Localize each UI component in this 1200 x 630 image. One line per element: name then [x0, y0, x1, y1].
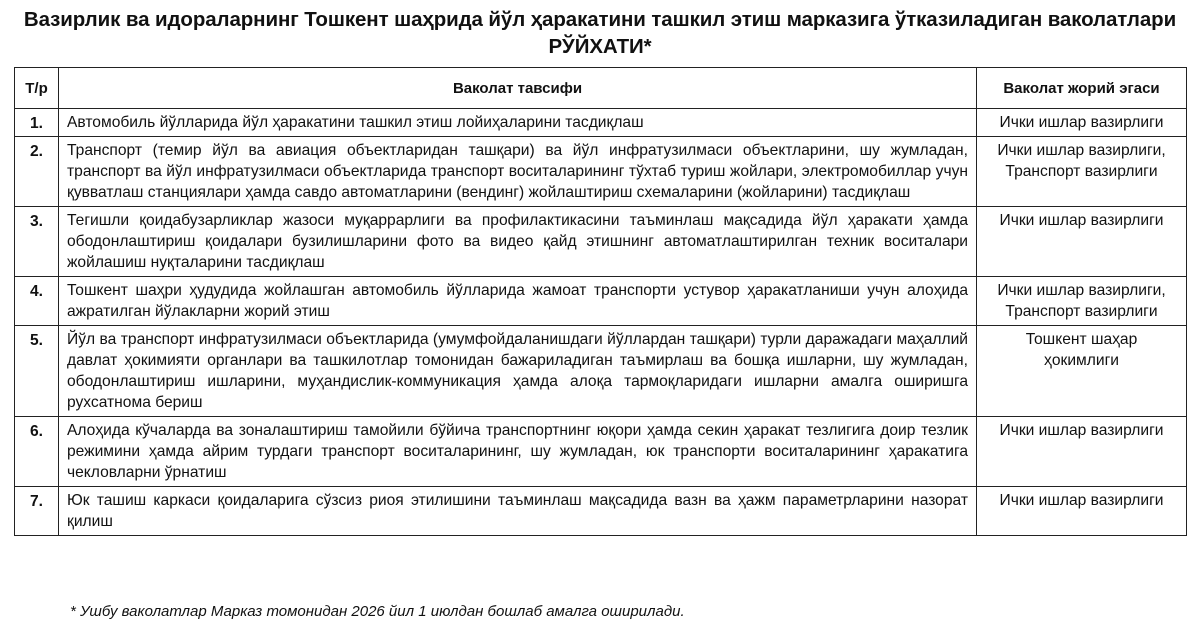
- row-owner: [977, 326, 1187, 417]
- row-description: Юк ташиш каркаси қоидаларига сўзсиз риоя этилишини таъминлаш мақсадида вазн ва ҳажм параметрларини назорат қилиш: [59, 487, 977, 536]
- row-description: Алоҳида кўчаларда ва зоналаштириш тамойили бўйича транспортнинг юқори ҳамда секин ҳаракат тезлигига доир тезлик режимини ҳамда айрим турдаги транспорт воситаларининг, шу жумладан, юк транспорти воситаларининг ҳаракатига чекловларни ўрнатиш: [59, 417, 977, 487]
- row-description: Тошкент шаҳри ҳудудида жойлашган автомобиль йўлларида жамоат транспорти устувор ҳаракатланиши учун алоҳида ажратилган йўлакларни жорий этиш: [59, 277, 977, 326]
- table-row: [15, 109, 1187, 137]
- owner-line: Ички ишлар вазирлиги: [999, 114, 1164, 131]
- table-row: [15, 207, 1187, 277]
- row-owner: [977, 137, 1187, 207]
- header-owner: Ваколат жорий эгаси: [977, 68, 1187, 109]
- row-owner: [977, 109, 1187, 137]
- row-number: 6.: [15, 417, 59, 487]
- header-description: Ваколат тавсифи: [59, 68, 977, 109]
- row-number: 5.: [15, 326, 59, 417]
- title-line-1: Вазирлик ва идораларнинг Тошкент шаҳрида йўл ҳаракатини ташкил этиш марказига ўтказиладиган ваколатлари: [23, 8, 1177, 31]
- owner-line: ҳокимлиги: [1044, 352, 1119, 369]
- table-row: [15, 487, 1187, 536]
- row-number: 7.: [15, 487, 59, 536]
- table-row: [15, 277, 1187, 326]
- owner-line: Ички ишлар вазирлиги,: [997, 142, 1166, 159]
- owner-line: Ички ишлар вазирлиги,: [997, 282, 1166, 299]
- title-line-2: РЎЙХАТИ*: [548, 35, 652, 58]
- owner-line: Ички ишлар вазирлиги: [999, 212, 1164, 229]
- row-description: Транспорт (темир йўл ва авиация объектларидан ташқари) ва йўл инфратузилмаси объектларини, шу жумладан, транспорт ва йўл инфратузилмаси объектларида транспорт воситаларининг тўхтаб туриш жойлари, электромобиллар учун қувватлаш станциялари ҳамда савдо автоматларини (вендинг) жойлаштириш схемаларини (жойларини) тасдиқлаш: [59, 137, 977, 207]
- header-num: Т/р: [15, 68, 59, 109]
- table-row: [15, 137, 1187, 207]
- row-number: 2.: [15, 137, 59, 207]
- table-row: [15, 417, 1187, 487]
- row-description: Автомобиль йўлларида йўл ҳаракатини ташкил этиш лойиҳаларини тасдиқлаш: [59, 109, 977, 137]
- table-row: [15, 326, 1187, 417]
- row-description: Тегишли қоидабузарликлар жазоси муқаррарлиги ва профилактикасини таъминлаш мақсадида йўл ҳаракати ҳамда ободонлаштириш қоидалари бузилишларини фото ва видео қайд этишнинг автоматлаштирилган техник воситалари жойлашиш нуқталарини тасдиқлаш: [59, 207, 977, 277]
- row-number: 3.: [15, 207, 59, 277]
- row-number: 1.: [15, 109, 59, 137]
- row-owner: [977, 417, 1187, 487]
- authority-table: [14, 67, 1187, 536]
- owner-line: Тошкент шаҳар: [1025, 331, 1138, 348]
- owner-line: Ички ишлар вазирлиги: [999, 492, 1164, 509]
- document-title: [0, 6, 1200, 60]
- row-owner: [977, 487, 1187, 536]
- owner-line: Ички ишлар вазирлиги: [999, 422, 1164, 439]
- footnote: * Ушбу ваколатлар Марказ томонидан 2026 йил 1 июлдан бошлаб амалга оширилади.: [70, 603, 685, 620]
- row-description: Йўл ва транспорт инфратузилмаси объектларида (умумфойдаланишдаги йўллардан ташқари) турли даражадаги маҳаллий давлат ҳокимияти органлари ва ташкилотлар томонидан бажариладиган таъмирлаш ва бошқа ишларни, шу жумладан, ободонлаштириш ишларини, муҳандислик-коммуникация ҳамда алоқа тармоқларидаги ишларни амалга оширишга рухсатнома бериш: [59, 326, 977, 417]
- table-header-row: [15, 68, 1187, 109]
- row-owner: [977, 277, 1187, 326]
- row-number: 4.: [15, 277, 59, 326]
- owner-line: Транспорт вазирлиги: [1005, 163, 1158, 180]
- owner-line: Транспорт вазирлиги: [1005, 303, 1158, 320]
- row-owner: [977, 207, 1187, 277]
